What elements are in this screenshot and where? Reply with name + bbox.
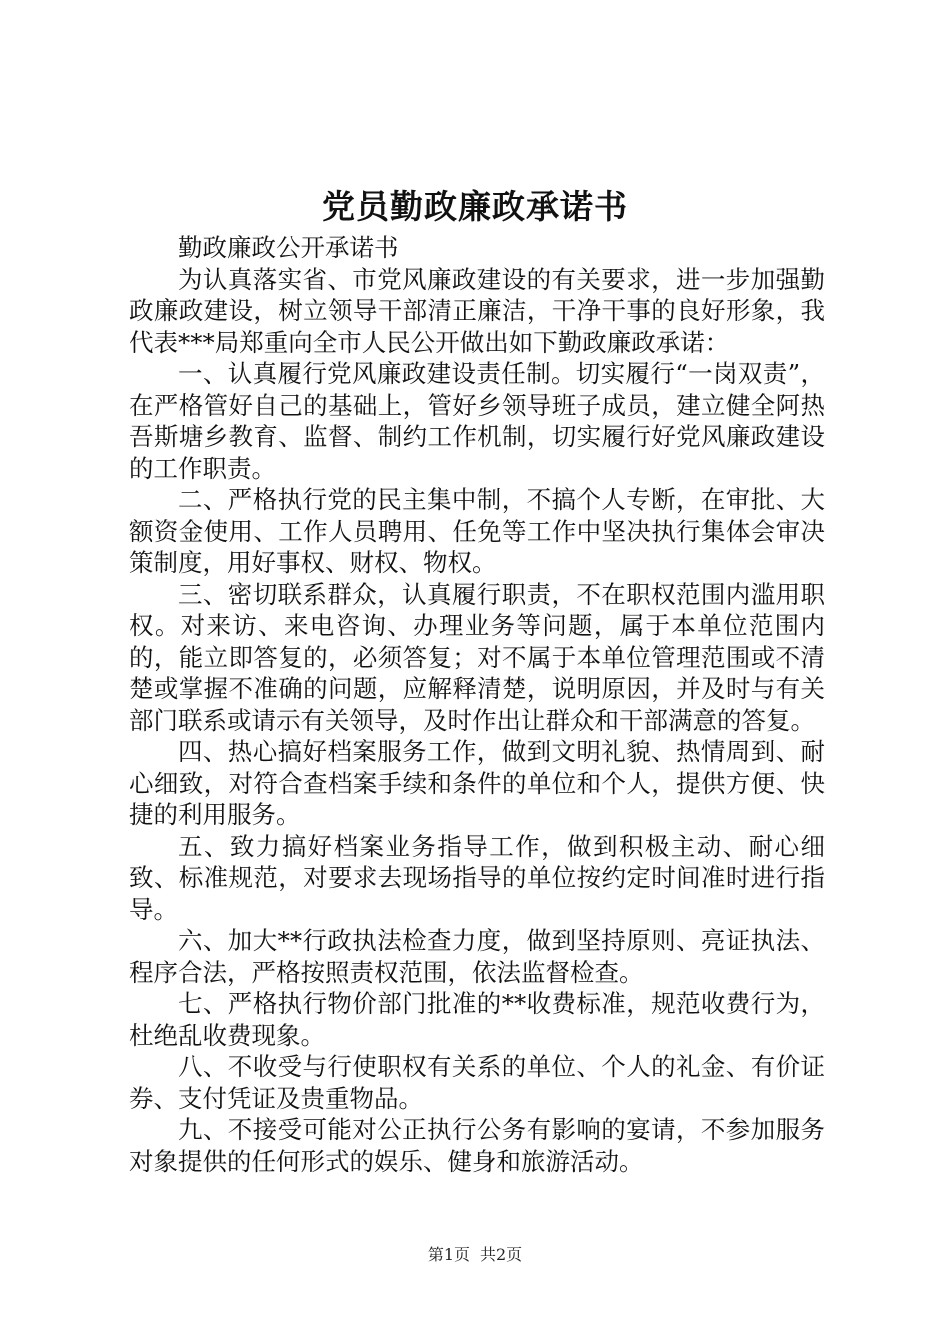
page-number: 第1页 xyxy=(427,1245,470,1264)
document-subtitle: 勤政廉政公开承诺书 xyxy=(178,233,399,262)
paragraph-item-3: 三、密切联系群众，认真履行职责，不在职权范围内滥用职权。对来访、来电咨询、办理业务等问题，属于本单位范围内的，能立即答复的，必须答复；对不属于本单位管理范围或不清楚或掌握不准确的问题，应解释清楚，说明原因，并及时与有关部门联系或请示有关领导，及时作出让群众和干部满意的答复。 xyxy=(129,579,825,735)
page-footer xyxy=(0,1243,950,1267)
paragraph-item-5: 五、致力搞好档案业务指导工作，做到积极主动、耐心细致、标准规范，对要求去现场指导的单位按约定时间准时进行指导。 xyxy=(129,831,825,924)
paragraph-item-7: 七、严格执行物价部门批准的**收费标准，规范收费行为，杜绝乱收费现象。 xyxy=(129,989,825,1050)
paragraph-item-8: 八、不收受与行使职权有关系的单位、个人的礼金、有价证券、支付凭证及贵重物品。 xyxy=(129,1052,825,1113)
page-total: 共2页 xyxy=(480,1245,523,1264)
paragraph-item-1: 一、认真履行党风廉政建设责任制。切实履行“一岗双责”，在严格管好自己的基础上，管好乡领导班子成员，建立健全阿热吾斯塘乡教育、监督、制约工作机制，切实履行好党风廉政建设的工作职责。 xyxy=(129,359,825,483)
paragraph-intro: 为认真落实省、市党风廉政建设的有关要求，进一步加强勤政廉政建设，树立领导干部清正廉洁，干净干事的良好形象，我代表***局郑重向全市人民公开做出如下勤政廉政承诺： xyxy=(129,264,825,357)
paragraph-item-6: 六、加大**行政执法检查力度，做到坚持原则、亮证执法、程序合法，严格按照责权范围，依法监督检查。 xyxy=(129,926,825,987)
paragraph-item-4: 四、热心搞好档案服务工作，做到文明礼貌、热情周到、耐心细致，对符合查档案手续和条件的单位和个人，提供方便、快捷的利用服务。 xyxy=(129,737,825,829)
paragraph-item-9: 九、不接受可能对公正执行公务有影响的宴请，不参加服务对象提供的任何形式的娱乐、健身和旅游活动。 xyxy=(129,1115,825,1176)
document-body xyxy=(129,232,825,1177)
paragraph-item-2: 二、严格执行党的民主集中制，不搞个人专断，在审批、大额资金使用、工作人员聘用、任免等工作中坚决执行集体会审决策制度，用好事权、财权、物权。 xyxy=(129,485,825,577)
document-title: 党员勤政廉政承诺书 xyxy=(322,187,628,226)
